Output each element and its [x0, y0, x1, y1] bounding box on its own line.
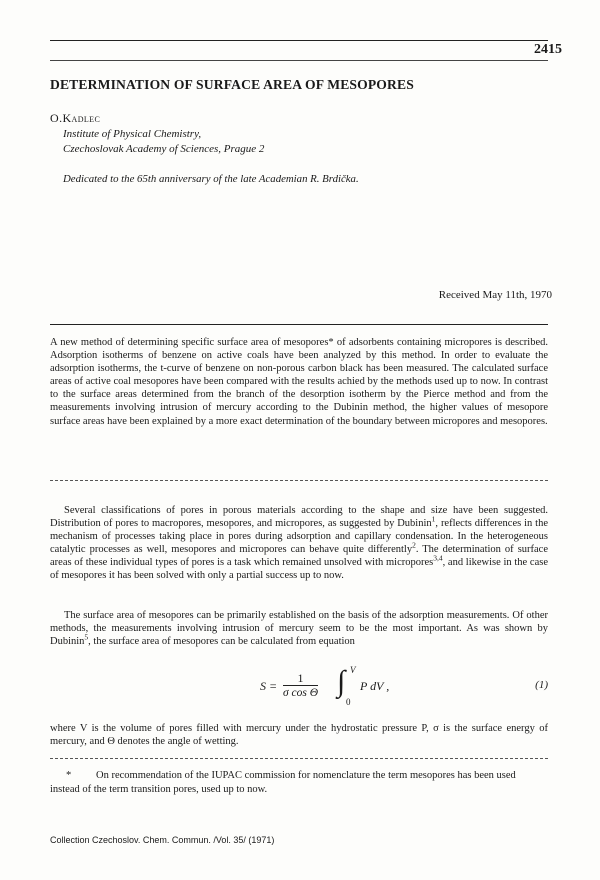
author-surname: Kadlec [62, 111, 101, 125]
integral-upper-limit: V [350, 665, 356, 675]
p2-text-b: , the surface area of mesopores can be calculated from equation [88, 636, 355, 648]
abstract-rule-bottom [50, 480, 548, 481]
ref-3-4: 3,4 [433, 553, 443, 563]
author-initial: O. [50, 111, 63, 125]
body-paragraph-3 [50, 722, 548, 748]
author [50, 111, 100, 126]
abstract: A new method of determining specific surface area of mesopores* of adsorbents containing micropores is described. Adsorption isotherms of benzene on active coals have been analyzed by this method. In order to evaluate the adsorption isotherms, the t-curve of benzene on non-porous carbon black has been measured. The calculated surface areas of active coal mesopores have been compared with the results achied by the methods used up to now. In contrast to the surface areas determined from the branch of the desorption isotherm by the Pierce method and from the measurements involving intrusion of mercury according to the Dubinin method, the higher values of mesopore surface areas have been explained by a more exact determination of the boundary between micropores and mesopores. [50, 337, 548, 427]
page-number: 2415 [534, 42, 562, 57]
abstract-rule-top [50, 324, 548, 325]
integral-lower-limit: 0 [346, 697, 351, 707]
footnote [50, 769, 548, 796]
p1-text-d: , and likewise in the case of mesopores it has been solved with only a partial success up to now. [50, 557, 548, 582]
dedication: Dedicated to the 65th anniversary of the late Academian R. Brdička. [63, 173, 359, 185]
equation-1 [50, 667, 548, 709]
footnote-rule [50, 758, 548, 759]
header-rule-bottom [50, 60, 548, 61]
affiliation-line-1: Institute of Physical Chemistry, [63, 128, 202, 140]
body-paragraph-2 [50, 609, 548, 648]
affiliation-line-2: Czechoslovak Academy of Sciences, Prague 2 [63, 143, 265, 155]
equation-denominator: σ cos Θ [283, 687, 319, 699]
footnote-text: On recommendation of the IUPAC commission for nomenclature the term mesopores has been used instead of the term transition pores, used up to now. [50, 770, 516, 795]
p3-text: where V is the volume of pores filled with mercury under the hydrostatic pressure P, σ is the surface energy of mercury, and Θ denotes the angle of wetting. [50, 723, 548, 748]
p1-text-a: Several classifications of pores in porous materials according to the shape and size have been suggested. Distribution of pores to macropores, mesopores, and micropores, as suggested by Dubinin [50, 505, 548, 530]
ref-1: 1 [431, 514, 436, 524]
journal-reference: Collection Czechoslov. Chem. Commun. /Vol. 35/ (1971) [50, 835, 275, 845]
equation-fraction [283, 671, 318, 701]
integral-sign: ∫ [337, 665, 346, 698]
paper-title: DETERMINATION OF SURFACE AREA OF MESOPORES [50, 77, 414, 92]
footnote-mark: * [66, 770, 72, 781]
ref-5: 5 [84, 632, 89, 642]
p2-text-a: The surface area of mesopores can be primarily established on the basis of the adsorption measurements. Of other methods, the measurements involving intrusion of mercury seem to be the most important. As was shown by Dubinin [50, 610, 548, 648]
p1-text-c: . The determination of surface areas of these individual types of pores is a task which remained unsolved with micropores [50, 544, 548, 569]
equation-lhs: S = [260, 679, 278, 693]
equation-numerator: 1 [283, 671, 318, 686]
received-date: Received May 11th, 1970 [438, 289, 552, 301]
header-rule-top [50, 40, 548, 41]
body-paragraph-1 [50, 504, 548, 583]
equation-label: (1) [535, 679, 548, 691]
p1-text-b: , reflects differences in the mechanism of processes taking place in pores during adsorption and capillary condensation. In the heterogeneous catalytic processes as well, mesopores and micropores can behave quite differently [50, 518, 549, 556]
integrand: P dV , [360, 679, 390, 693]
ref-2: 2 [412, 540, 416, 550]
